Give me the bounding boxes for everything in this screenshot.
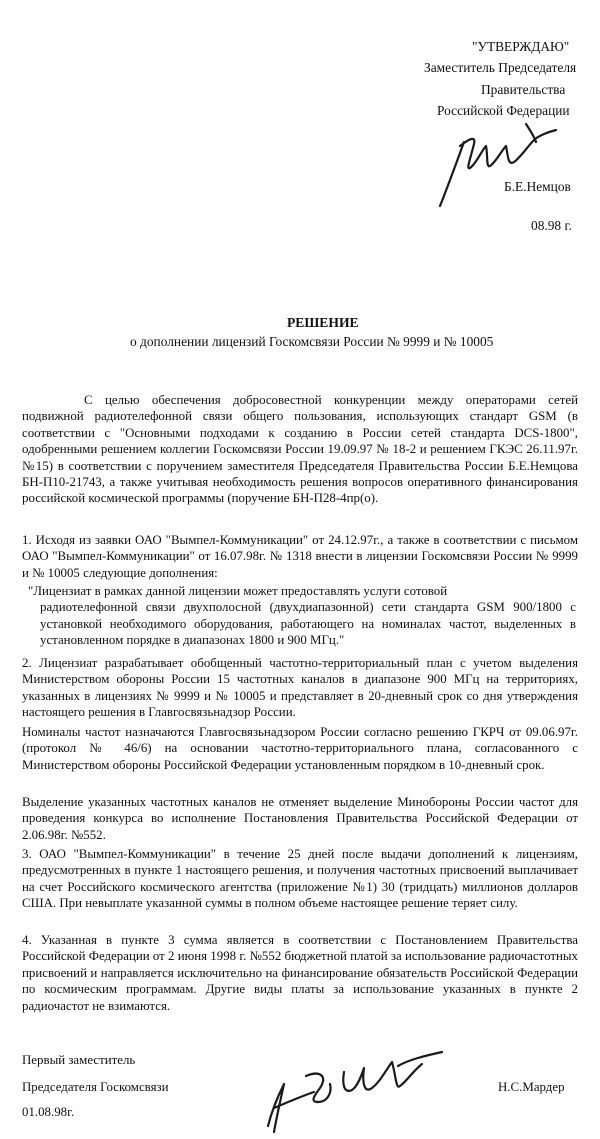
item-3-paragraph: 3. ОАО "Вымпел-Коммуникации" в течение 25 дней после выдачи дополнений к лицензиям, предусмотренных в пункте 1 настоящего решения, и получения частотных присвоений выплачивает на счет Российского космического агентства (приложение №1) 30 (тридцать) миллионов долларов США. При невыплате указанной суммы в полном объеме настоящее решение теряет силу. <box>22 847 578 911</box>
license-amendment-quote <box>28 583 576 649</box>
item-4-paragraph: 4. Указанная в пункте 3 сумма является в соответствии с Постановлением Правительства Российской Федерации от 2 июня 1998 г. №552 бюджетной платой за использование радиочастотных присвоений и направляется исключительно на финансирование обязательств Российской Федерации по космическим программам. Другие виды платы за использование указанных в пункте 2 радиочастот не взимаются. <box>22 933 578 1013</box>
approval-position-line2: Правительства <box>481 82 566 97</box>
approval-position-line1: Заместитель Председателя <box>424 60 577 75</box>
allocation-paragraph: Выделение указанных частотных каналов не отменяет выделение Минобороны России частот для проведения конкурса во исполнение Постановления Правительства Российской Федерации от 2.06.98г. №552. <box>22 795 578 842</box>
quote-first-line: "Лицензиат в рамках данной лицензии может предоставлять услуги сотовой <box>28 584 448 598</box>
signatory-line1: Первый заместитель <box>22 1053 136 1067</box>
nominals-paragraph: Номиналы частот назначаются Главгосвязьнадзором России согласно решению ГКРЧ от 09.06.97г. (протокол № 46/6) на основании частотно-территориального плана, согласованного с Министерством обороны Российской Федерации установленным порядком в 10-дневный срок. <box>22 725 578 772</box>
signatory-name: Н.С.Мардер <box>498 1080 565 1094</box>
intro-paragraph: С целью обеспечения добросовестной конкуренции между операторами сетей подвижной радиотелефонной связи общего пользования, использующих стандарт GSM (в соответствии с "Основными подходами к созданию в России сетей стандарта DCS-1800", одобренными решением коллегии Госкомсвязи России 19.09.97 № 18-2 и решением ГКЭС 26.11.97г. №15) в соответствии с поручением заместителя Председателя Правительства России Б.Е.Немцова БН-П10-21743, а также учитывая необходимость решения вопросов оперативного финансирования российской космической программы (поручение БН-П28-4пр(о). <box>22 393 578 506</box>
approval-date: 08.98 г. <box>531 218 572 233</box>
item-1-paragraph: 1. Исходя из заявки ОАО "Вымпел-Коммуникации" от 24.12.97г., а также в соответствии с письмом ОАО "Вымпел-Коммуникации" от 16.07.98г. № 1318 внести в лицензии Госкомсвязи России № 9999 и № 10005 следующие дополнения: <box>22 533 578 580</box>
item-2-paragraph: 2. Лицензиат разрабатывает обобщенный частотно-территориальный план с учетом выделения Министерством обороны России 15 частотных каналов в диапазоне 900 МГц на территориях, указанных в лицензиях № 9999 и № 10005 и представляет в 20-дневный срок со дня утверждения настоящего решения в Главгосвязьнадзор России. <box>22 656 578 720</box>
document-subtitle: о дополнении лицензий Госкомсвязи России № 9999 и № 10005 <box>130 334 494 349</box>
approval-heading: "УТВЕРЖДАЮ" <box>472 39 570 54</box>
document-title: РЕШЕНИЕ <box>287 315 359 330</box>
approval-name: Б.Е.Немцов <box>504 179 571 194</box>
signatory-line2: Председателя Госкомсвязи <box>22 1080 169 1094</box>
marder-signature <box>248 1046 448 1138</box>
signatory-date: 01.08.98г. <box>22 1105 75 1119</box>
approval-position-line3: Российской Федерации <box>437 103 570 118</box>
nemtsov-signature <box>430 120 560 212</box>
quote-body: радиотелефонной связи двухполосной (двухдиапазонной) сети стандарта GSM 900/1800 с установкой необходимого оборудования, работающего на номиналах частот, выделенных в установленном порядке в диапазонах 1800 и 900 МГц." <box>40 600 576 648</box>
